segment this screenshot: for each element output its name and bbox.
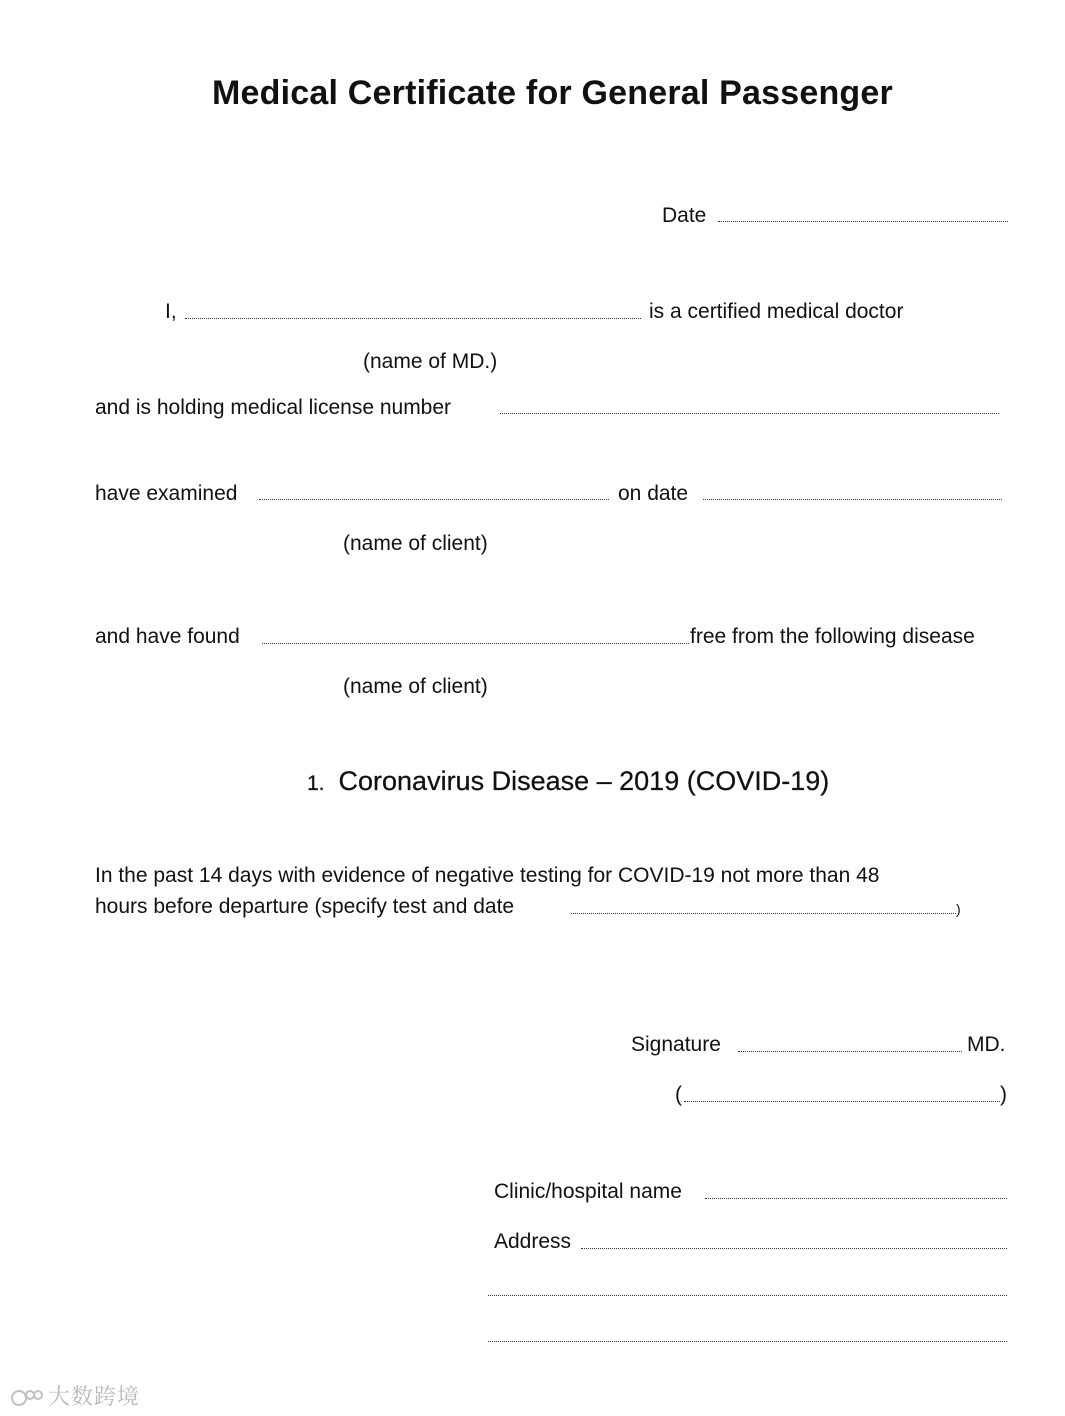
on-date-label: on date bbox=[618, 482, 689, 505]
watermark bbox=[10, 1380, 140, 1411]
address-field-line-1[interactable] bbox=[581, 1248, 1007, 1249]
testing-line-2: hours before departure (specify test and date bbox=[95, 895, 515, 918]
license-number-field[interactable] bbox=[500, 413, 999, 414]
disease-number: 1. bbox=[307, 772, 325, 795]
md-prefix: I, bbox=[165, 300, 177, 323]
signature-suffix: MD. bbox=[967, 1033, 1006, 1056]
watermark-text: 大数跨境 bbox=[48, 1385, 141, 1410]
free-label: free from the following disease bbox=[690, 625, 975, 648]
signature-label: Signature bbox=[631, 1033, 721, 1056]
client-caption-2: (name of client) bbox=[343, 675, 488, 698]
clinic-label: Clinic/hospital name bbox=[494, 1180, 682, 1203]
disease-name: Coronavirus Disease – 2019 (COVID-19) bbox=[338, 766, 830, 796]
date-field[interactable] bbox=[718, 221, 1008, 222]
testing-line-1: In the past 14 days with evidence of negative testing for COVID-19 not more than 48 bbox=[95, 864, 880, 887]
page-title: Medical Certificate for General Passenger bbox=[212, 74, 893, 112]
md-name-field[interactable] bbox=[185, 318, 641, 319]
signature-field[interactable] bbox=[738, 1051, 962, 1052]
exam-date-field[interactable] bbox=[703, 499, 1002, 500]
disease-heading bbox=[307, 765, 829, 800]
md-name-caption: (name of MD.) bbox=[363, 350, 498, 373]
test-and-date-field[interactable] bbox=[571, 913, 956, 914]
testing-close-paren: ) bbox=[956, 901, 961, 917]
date-label: Date bbox=[662, 204, 707, 227]
found-client-field[interactable] bbox=[262, 643, 689, 644]
address-field-line-2[interactable] bbox=[488, 1295, 1007, 1296]
examined-label: have examined bbox=[95, 482, 238, 505]
client-caption-1: (name of client) bbox=[343, 532, 488, 555]
watermark-logo-icon bbox=[10, 1387, 44, 1409]
printed-name-close-paren: ) bbox=[1000, 1083, 1007, 1106]
found-label: and have found bbox=[95, 625, 240, 648]
license-label: and is holding medical license number bbox=[95, 396, 452, 419]
md-suffix: is a certified medical doctor bbox=[649, 300, 904, 323]
address-label: Address bbox=[494, 1230, 572, 1253]
examined-client-field[interactable] bbox=[259, 499, 609, 500]
printed-name-field[interactable] bbox=[684, 1101, 1000, 1102]
address-field-line-3[interactable] bbox=[488, 1341, 1007, 1342]
printed-name-open-paren: ( bbox=[675, 1083, 682, 1106]
clinic-name-field[interactable] bbox=[705, 1198, 1007, 1199]
